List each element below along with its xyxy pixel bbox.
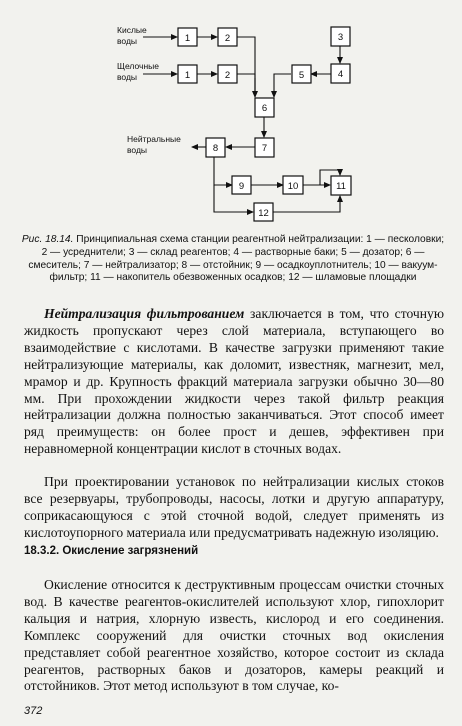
box-number: 12	[258, 208, 269, 219]
box-sludge-thickener	[232, 176, 251, 194]
box-number: 2	[224, 33, 231, 44]
box-equalizer-alkaline	[218, 65, 237, 83]
alkaline-water-label-2: воды	[117, 72, 138, 82]
neutralization-scheme-diagram	[0, 0, 462, 232]
box-number: 1	[184, 70, 191, 81]
line-2-top-down	[237, 37, 255, 96]
page-number: 372	[24, 705, 43, 717]
term-filtering: Нейтрализация фильтрованием	[44, 306, 245, 321]
box-number: 4	[337, 69, 344, 80]
section-heading: 18.3.2. Окисление загрязнений	[24, 545, 199, 557]
paragraph-oxidation: Окисление относится к деструктивным процессам очистки сточных вод. В качестве реагентов-окислителей используют хлор, гипохлорит кальция и натрия, хлорную известь, кислород и его соединения. Комплекс сооружений для очистки сточных вод окисления представляет собой реагентное хозяйство, которое состоит из склада реагентов, растворных баков и дозаторов, камеры реакций и отстойников. Этот метод используют в том случае, ко-	[24, 577, 444, 694]
arrow-8-9	[214, 157, 232, 185]
acid-water-label-1: Кислые	[117, 25, 147, 35]
box-equalizer-acid	[218, 28, 237, 46]
box-number: 5	[298, 70, 305, 81]
box-sand-trap-alkaline	[178, 65, 197, 83]
box-number: 9	[238, 181, 245, 192]
arrow-12-11	[272, 196, 340, 212]
neutral-water-label-1: Нейтральные	[127, 134, 181, 144]
box-settler	[206, 138, 225, 157]
box-number: 1	[184, 33, 191, 44]
box-neutralizer	[255, 138, 274, 157]
box-solution-tanks	[331, 64, 350, 83]
box-number: 2	[224, 70, 231, 81]
paragraph-text: заключается в том, что сточную жидкость пропускают через слой материала, вступающего во взаимодействие с кислотами. В качестве загрузки применяют такие нейтрализующие материалы, как доломит, известняк, магнезит, мел, мрамор и др. Крупность фракций материала загрузки обычно 30—80 мм. При прохождении жидкости через такой фильтр реакция нейтрализации должна полностью заканчиваться. Этот способ имеет ряд преимуществ: он более прост и дешев, эффективен при неравномерной концентрации кислот в сточных водах.	[24, 306, 444, 457]
box-dosing-unit	[292, 65, 311, 83]
figure-caption	[18, 234, 448, 285]
box-reagent-storage	[331, 27, 350, 46]
neutral-water-label-2: воды	[127, 145, 148, 155]
box-number: 3	[337, 32, 344, 43]
arrow-5-6	[274, 74, 291, 97]
box-number: 6	[261, 103, 268, 114]
line-2-bottom-down	[237, 74, 255, 96]
paragraph-neutralization-filtering	[24, 306, 444, 458]
box-number: 8	[212, 143, 219, 154]
box-number: 11	[336, 181, 346, 192]
box-sludge-beds	[254, 203, 273, 221]
box-number: 10	[287, 181, 299, 192]
paragraph-acid-resistant-materials: При проектировании установок по нейтрализации кислых стоков все резервуары, трубопроводы, насосы, лотки и другую аппаратуру, соприкасающуюся с этой сточной водой, следует применять из кислотоупорного материала или предусматривать надежную изоляцию.	[24, 474, 444, 540]
acid-water-label-2: воды	[117, 36, 138, 46]
box-mixer	[255, 98, 274, 117]
alkaline-water-label-1: Щелочные	[117, 61, 159, 71]
box-vacuum-filter	[283, 176, 303, 194]
box-sand-trap-acid	[178, 28, 197, 46]
caption-text: Принципиальная схема станции реагентной нейтрализации: 1 — песколовки; 2 — усреднители; 3 — склад реагентов; 4 — растворные баки; 5 — дозатор; 6 — смеситель; 7 — нейтрализатор; 8 — отстойник; 9 — осадкоуплотнитель; 10 — вакуум-фильтр; 11 — накопитель обезвоженных осадков; 12 — шламовые площадки	[28, 234, 445, 284]
box-number: 7	[261, 143, 268, 154]
caption-figure-number: Рис. 18.14.	[21, 234, 74, 245]
box-dewatered-sludge-storage	[331, 176, 351, 195]
